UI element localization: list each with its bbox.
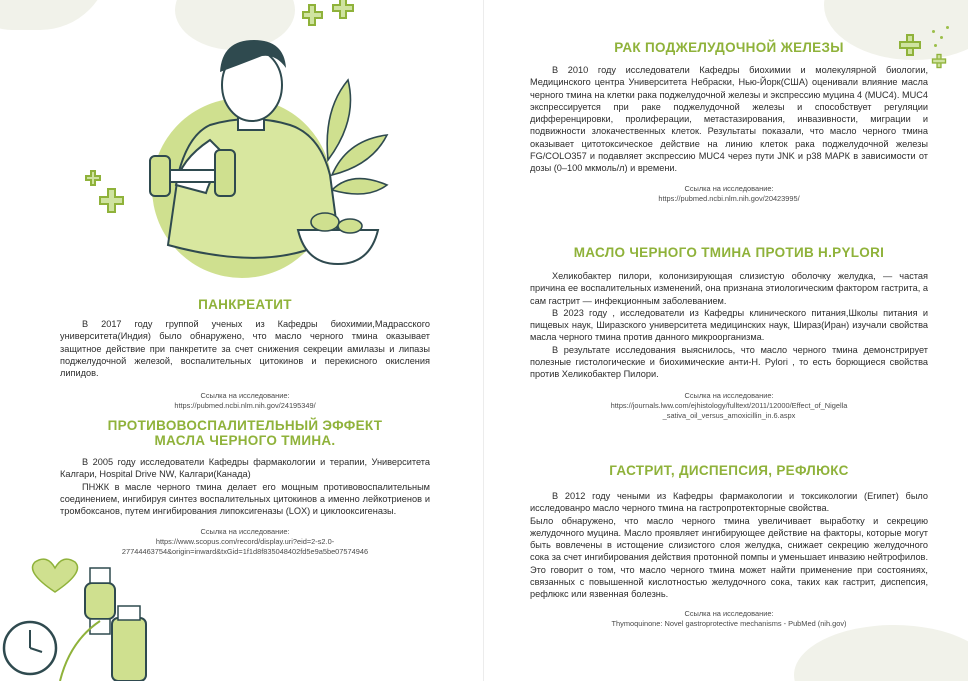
paragraph: В 2005 году исследователи Кафедры фармакологии и терапии, Университета Калгари, Hospital Drive NW, Калгари(Канада)	[60, 457, 430, 480]
section-h-pylori	[530, 245, 928, 421]
reference-label: Ссылка на исследование:	[684, 183, 774, 193]
water-bottle-icon	[112, 606, 146, 681]
decor-blob	[794, 625, 968, 681]
section-title: ГАСТРИТ, ДИСПЕПСИЯ, РЕФЛЮКС	[609, 463, 849, 478]
reference-link[interactable]: https://www.scopus.com/record/display.uri?eid=2-s2.0-27744463754&origin=inward&txGid=1f1d8f835048402fd5e9a5be07574946	[121, 537, 369, 557]
watch-icon	[85, 568, 115, 634]
reference-label: Ссылка на исследование:	[684, 608, 774, 618]
plus-icon	[303, 0, 353, 25]
reference-label: Ссылка на исследование:	[684, 390, 774, 400]
paragraph: В 2017 году группой ученых из Кафедры биохимии,Мадрасского университета(Индия) было обнаружено, что масло черного тмина оказывает защитное действие при панкретите за счет снижения секреции амилазы и липазы поджелудочной железой, воспалительных цитокинов и перекисного окисления липидов.	[60, 319, 430, 379]
section-gastritis	[530, 463, 928, 629]
section-pancreatitis	[60, 297, 430, 411]
plus-icon	[86, 171, 123, 212]
paragraph: В 2023 году , исследователи из Кафедры клинического питания,Школы питания и пищевых наук, Ширазского университета медицинских наук, Шираз(Иран) изучали свойства масла черного тмина против данного микроорганизма.	[530, 307, 928, 343]
paragraph: В 2012 году чеными из Кафедры фармакологии и токсикологии (Египет) было исследованро масло черного тмина на гастропротекторные свойства.	[530, 491, 928, 514]
reference-link[interactable]: https://pubmed.ncbi.nlm.nih.gov/24195349/	[174, 401, 316, 411]
man-with-dumbbell-illustration	[70, 0, 400, 292]
heart-icon	[33, 559, 78, 592]
decor-dot	[934, 44, 937, 47]
section-title: МАСЛО ЧЕРНОГО ТМИНА ПРОТИВ H.PYLORI	[573, 245, 885, 260]
decor-dot	[940, 36, 943, 39]
paragraph: Хеликобактер пилори, колонизирующая слизистую оболочку желудка, — частая причина ее воспалительных изменений, она признана этиологическим фактором гастрита, а сам гастрит — инфекционным заболеванием.	[530, 271, 928, 306]
right-page	[484, 0, 968, 681]
reference-link[interactable]: https://pubmed.ncbi.nlm.nih.gov/20423995/	[658, 193, 800, 203]
stopwatch-icon	[4, 622, 56, 674]
plus-icon	[932, 54, 946, 68]
decor-dot	[946, 26, 949, 29]
section-title-line2: МАСЛА ЧЕРНОГО ТМИНА.	[154, 433, 336, 448]
section-title: РАК ПОДЖЕЛУДОЧНОЙ ЖЕЛЕЗЫ	[614, 40, 844, 55]
section-pancreatic-cancer	[530, 40, 928, 204]
paragraph: ПНЖК в масле черного тмина делает его мощным противовоспалительным соединением, ингибируя синтез воспалительных цитокинов а именно лейкотриенов и тромбоксанов, путем ингибирования липоксигеназы (LOX) и циклооксигеназы.	[60, 481, 430, 517]
reference-label: Ссылка на исследование:	[200, 527, 290, 537]
paragraph: В 2010 году исследователи Кафедры биохимии и молекулярной биологии, Медицинского центра Университета Небраски, Нью-Йорк(США) оценивали влияние масла черного тмина на клетки рака поджелудочной железы и экспрессию муцина 4 (MUC4). MUC4 экспрессируется при раке поджелудочной железы и способствует регуляции дифференцировки, пролиферации, метастазирования, инвазивности, миграции и подвижности злокачественных клеток. Результаты показали, что масло черного тмина оказывает цитотоксическое действие на линию клеток рака поджелудочной железы FG/COLO357 и подавляет экспрессию MUC4 через пути JNK и p38 МАРК в зависимости от дозы (0–100 мкмоль/л) и времени.	[530, 65, 928, 174]
section-anti-inflammatory	[60, 418, 430, 557]
reference-label: Ссылка на исследование:	[200, 391, 290, 401]
reference-link[interactable]: Thymoquinone: Novel gastroprotective mechanisms - PubMed (nih.gov)	[611, 618, 847, 628]
fitness-items-illustration	[0, 548, 150, 681]
paragraph: В результате исследования выяснилось, что масло черного тмина демонстрирует полезные гистологические и биохимические анти-H. Pylori , то есть борющиеся свойства против Хеликобактер Пилори.	[530, 344, 928, 380]
paragraph: Было обнаружено, что масло черного тмина увеличивает выработку и секрецию желудочного муцина. Масло проявляет ингибирующее действие на факторы, которые могут быть вовлечены в истощение слизистого слоя желудка, снижает секрецию желудочного сока за счет ингибирования действия протонной помпы и уменьшает инвазию нейтрофилов. Это говорит о том, что масло черного тмина может найти применение при состояниях, связанных с повышенной кислотностью желудочного сока, таких как гастрит, диспепсия, рефлюкс или язвенная болезнь.	[530, 515, 928, 600]
section-title-line1: ПРОТИВОВОСПАЛИТЕЛЬНЫЙ ЭФФЕКТ	[107, 418, 383, 433]
reference-link[interactable]: https://journals.lww.com/ejhistology/fulltext/2011/12000/Effect_of_Nigella_sativa_oil_versus_amoxicillin_in.6.aspx	[610, 400, 848, 420]
section-title: ПАНКРЕАТИТ	[198, 297, 292, 312]
decor-dot	[932, 30, 935, 33]
